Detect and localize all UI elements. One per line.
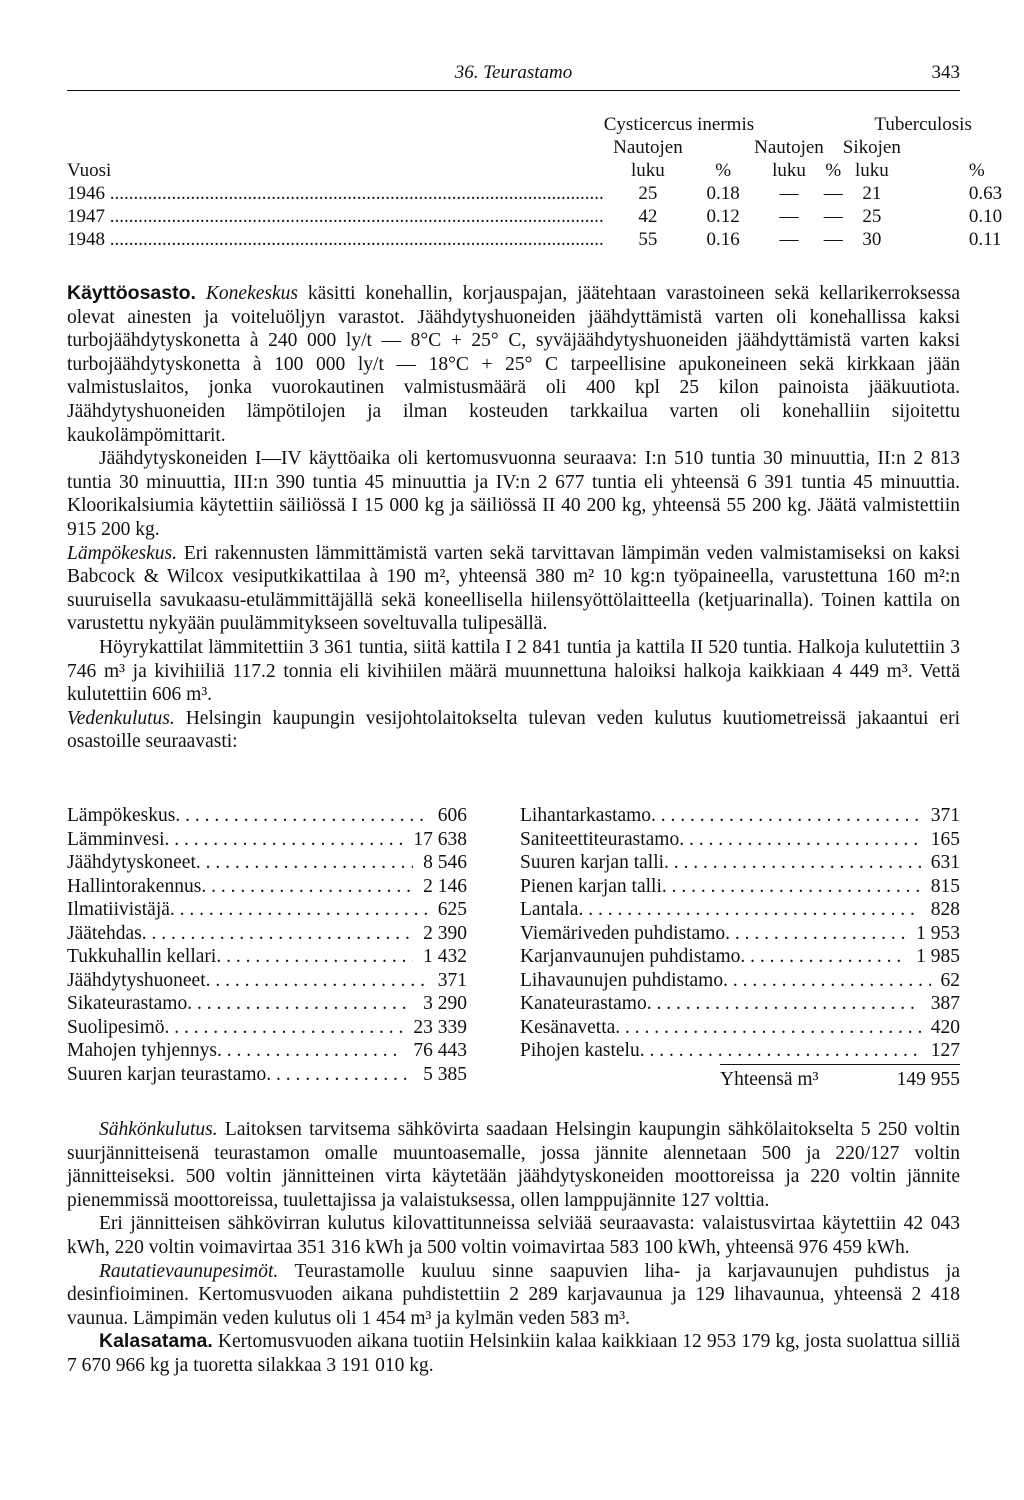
list-item: Lantala . . . 828 xyxy=(520,898,960,922)
tuberculosis-cattle-count: — xyxy=(779,206,799,227)
body-text-upper xyxy=(67,282,960,754)
tuberculosis-pig-count: 30 xyxy=(862,229,882,250)
list-item: Kesänavetta . . . 420 xyxy=(520,1016,960,1040)
list-item: Lämminvesi . . . 17 638 xyxy=(67,828,467,852)
col-header-pct-1: % xyxy=(715,160,732,181)
col-header-luku-1: luku xyxy=(631,160,665,181)
cysticercus-pct: 0.16 xyxy=(706,229,740,250)
water-list-left xyxy=(67,804,467,1086)
col-header-nautojen-2: Nautojen xyxy=(754,137,824,158)
cysticercus-count: 25 xyxy=(638,183,658,204)
list-item: Ilmatiivistäjä . . . 625 xyxy=(67,898,467,922)
paragraph: Jäähdytyskoneiden I—IV käyttöaika oli kertomusvuonna seuraava: I:n 510 tuntia 30 minuuttia, II:n 2 813 tuntia 30 minuuttia, III:n 390 tuntia 45 minuuttia ja IV:n 2 677 tuntia eli yhteensä 6 391 tuntia 45 minuuttia. Kloorikalsiumia käytettiin säiliössä I 15 000 kg ja säiliössä II 40 200 kg, yhteensä 55 200 kg. Jäätä valmistettiin 915 200 kg. xyxy=(67,448,960,540)
cysticercus-count: 42 xyxy=(638,206,658,227)
list-item: Pienen karjan talli . . . 815 xyxy=(520,875,960,899)
subsection-label: Lämpökeskus. xyxy=(67,542,177,564)
list-item: Suuren karjan teurastamo . . . 5 385 xyxy=(67,1063,467,1087)
col-header-sikojen: Sikojen xyxy=(842,137,901,158)
list-item: Karjanvaunujen puhdistamo . . . 1 985 xyxy=(520,945,960,969)
list-item: Pihojen kastelu . . . 127 xyxy=(520,1039,960,1063)
body-text-lower xyxy=(67,1118,960,1378)
list-item: Suolipesimö . . . 23 339 xyxy=(67,1016,467,1040)
paragraph: Lämpökeskus. Eri rakennusten lämmittämistä varten sekä tarvittavan lämpimän veden valmistamiseksi on kaksi Babcock & Wilcox vesiputkikattilaa à 190 m², yhteensä 380 m² 10 kg:n työpaineella, varustettuna 160 m²:n suuruisella savukaasu-etulämmittäjällä sekä koneellisella hiilensyöttölaitteella (ketjuarinalla). Toinen kattila on varustettu nykyään puulämmitykseen soveltuvalla tulipesällä. xyxy=(67,542,961,635)
tuberculosis-cattle-pct: — xyxy=(823,229,843,250)
cysticercus-pct: 0.18 xyxy=(706,183,740,204)
paragraph: Sähkönkulutus. Laitoksen tarvitsema sähkövirta saadaan Helsingin kaupungin sähkölaitokselta 5 250 voltin suurjännitteisenä teurastamon omalle muuntoasemalle, jossa jännite alennetaan 500 ja 220/127 voltin jännitteiseksi. 500 voltin jännitteinen virta käytetään jäähdytyskoneiden moottoreissa ja 220 voltin jännite pienemmissä moottoreissa, tuulettajissa ja valaistuksessa, ollen lamppujännite 127 volttia. xyxy=(67,1119,961,1211)
list-item: Viemäriveden puhdistamo . . . 1 953 xyxy=(520,922,960,946)
group-header-tuberculosis: Tuberculosis xyxy=(874,114,972,135)
section-heading: Käyttöosasto. xyxy=(67,282,196,304)
running-header xyxy=(67,60,960,91)
col-header-nautojen-1: Nautojen xyxy=(613,137,683,158)
list-item: Lämpökeskus . . . 606 xyxy=(67,804,467,828)
paragraph: Höyrykattilat lämmitettiin 3 361 tuntia, siitä kattila I 2 841 tuntia ja kattila II 520 tuntia. Halkoja kulutettiin 3 746 m³ ja kivihiiliä 117.2 tonnia eli kivihiilen määrä muunnettuna haloiksi halkoja kaikkiaan 4 449 m³. Vettä kulutettiin 606 m³. xyxy=(67,636,960,706)
col-header-luku-3: luku xyxy=(854,160,889,181)
subsection-label: Vedenkulutus. xyxy=(67,707,175,729)
col-header-pct-3: % xyxy=(968,160,985,181)
cysticercus-pct: 0.12 xyxy=(706,206,740,227)
header-title: 36. Teurastamo xyxy=(454,62,573,83)
section-heading: Kalasatama. xyxy=(99,1330,213,1353)
page-number: 343 xyxy=(931,62,960,83)
year-cell: 1946 ..... xyxy=(67,182,604,205)
list-item: Jäätehdas . . . 2 390 xyxy=(67,922,467,946)
col-header-luku-2: luku xyxy=(772,160,806,181)
list-item: Jäähdytyshuoneet . . . 371 xyxy=(67,969,467,993)
list-item: Mahojen tyhjennys . . . 76 443 xyxy=(67,1039,467,1063)
paragraph: Vedenkulutus. Helsingin kaupungin vesijohtolaitokselta tulevan veden kulutus kuutiometreissä jakaantui eri osastoille seuraavasti: xyxy=(67,707,960,753)
list-item: Jäähdytyskoneet . . . 8 546 xyxy=(67,851,467,875)
subsection-label: Sähkönkulutus. xyxy=(99,1119,218,1140)
col-header-year: Vuosi xyxy=(67,160,112,181)
water-list-right xyxy=(520,804,960,1063)
paragraph: Kalasatama. Kertomusvuoden aikana tuotiin Helsinkiin kalaa kaikkiaan 12 953 179 kg, josta suolattua silliä 7 670 966 kg ja tuoretta silakkaa 3 191 010 kg. xyxy=(67,1330,960,1376)
col-header-pct-2: % xyxy=(825,160,842,181)
tuberculosis-cattle-pct: — xyxy=(823,183,843,204)
paragraph: Käyttöosasto. Konekeskus käsitti konehallin, korjauspajan, jäätehtaan varastoineen sekä kellarikerroksessa olevat ainesten ja voiteluöljyn varastot. Jäähdytyshuoneiden jäähdyttämistä varten oli konehallissa kaksi turbojäähdytyskonetta à 240 000 ly/t — 8°C + 25° C, syväjäähdytyshuoneiden jäähdyttämistä varten kaksi turbojäähdytyskonetta à 100 000 ly/t — 18°C + 25° C tarpeellisine apukoneineen sekä kirkkaan jään valmistuslaitos, jonka vuorokautinen valmistusmäärä oli 400 kpl 25 kilon painoista jääkuutiota. Jäähdytyshuoneiden lämpötilojen ja ilman kosteuden tarkkailua varten oli konehalliin sijoitettu kaukolämpömittarit. xyxy=(67,282,960,446)
subsection-label: Rautatievaunupesimöt. xyxy=(99,1260,279,1282)
list-item: Kanateurastamo . . . 387 xyxy=(520,992,960,1016)
tuberculosis-cattle-count: — xyxy=(779,229,799,250)
subsection-label: Konekeskus xyxy=(205,283,298,304)
table-row xyxy=(67,228,1002,251)
tuberculosis-pig-count: 25 xyxy=(862,206,882,227)
tuberculosis-pig-pct: 0.11 xyxy=(968,229,1002,250)
water-total xyxy=(720,1064,960,1091)
tuberculosis-pig-pct: 0.63 xyxy=(968,183,1003,204)
tuberculosis-cattle-pct: — xyxy=(823,206,843,227)
inspection-table xyxy=(67,113,1002,251)
table-row xyxy=(67,182,1002,205)
list-item: Sikateurastamo . . . 3 290 xyxy=(67,992,467,1016)
list-item: Hallintorakennus . . . 2 146 xyxy=(67,875,467,899)
tuberculosis-cattle-count: — xyxy=(779,183,799,204)
tuberculosis-pig-pct: 0.10 xyxy=(968,206,1003,227)
paragraph: Rautatievaunupesimöt. Teurastamolle kuuluu sinne saapuvien liha- ja karjavaunujen puhdistus ja desinfioiminen. Kertomusvuoden aikana puhdistettiin 2 289 karjavaunua ja 129 lihavaunua, yhteensä 2 418 vaunua. Lämpimän veden kulutus oli 1 454 m³ ja kylmän veden 583 m³. xyxy=(67,1260,960,1329)
total-label: Yhteensä m³ xyxy=(720,1069,819,1090)
list-item: Saniteettiteurastamo . . . 165 xyxy=(520,828,960,852)
total-value: 149 955 xyxy=(896,1069,960,1090)
list-item: Suuren karjan talli . . . 631 xyxy=(520,851,960,875)
year-cell: 1947 ..... xyxy=(67,205,604,228)
tuberculosis-pig-count: 21 xyxy=(862,183,882,204)
group-header-cysticercus: Cysticercus inermis xyxy=(603,114,755,135)
paragraph: Eri jännitteisen sähkövirran kulutus kilovattitunneissa selviää seuraavasta: valaistusvirtaa käytettiin 42 043 kWh, 220 voltin voimavirtaa 351 316 kWh ja 500 voltin voimavirtaa 583 100 kWh, yhteensä 976 459 kWh. xyxy=(67,1213,960,1258)
list-item: Lihantarkastamo . . . 371 xyxy=(520,804,960,828)
list-item: Lihavaunujen puhdistamo . . . 62 xyxy=(520,969,960,993)
table-row xyxy=(67,205,1002,228)
list-item: Tukkuhallin kellari . . . 1 432 xyxy=(67,945,467,969)
cysticercus-count: 55 xyxy=(638,229,658,250)
year-cell: 1948 ..... xyxy=(67,228,604,251)
